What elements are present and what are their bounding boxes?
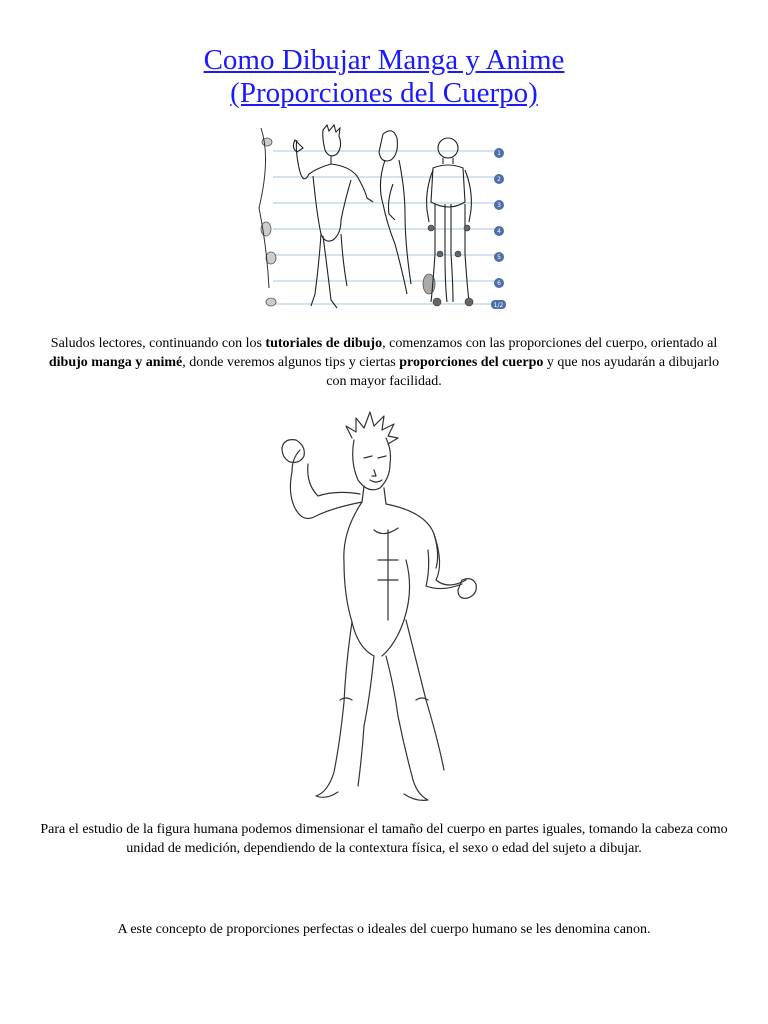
marker-4: 4 bbox=[497, 228, 501, 235]
marker-6: 6 bbox=[497, 280, 501, 287]
title-line-1[interactable]: Como Dibujar Manga y Anime bbox=[203, 44, 565, 76]
title-line-2[interactable]: (Proporciones del Cuerpo) bbox=[230, 77, 538, 109]
manga-figure-drawing bbox=[266, 410, 502, 812]
marker-2: 2 bbox=[497, 176, 501, 183]
canon-paragraph: A este concepto de proporciones perfectas o ideales del cuerpo humano se les denomina canon. bbox=[117, 922, 651, 937]
bold-tutoriales: tutoriales de dibujo bbox=[265, 336, 383, 351]
bold-dibujo-manga: dibujo manga y animé bbox=[48, 355, 183, 370]
body-study-paragraph: Para el estudio de la figura humana podemos dimensionar el tamaño del cuerpo en partes iguales, tomando la cabeza como unidad de medición, dependiendo de la contextura física, el sexo o edad del sujeto a dibujar. bbox=[40, 822, 728, 856]
intro-paragraph: Saludos lectores, continuando con los tutoriales de dibujo, comenzamos con las proporciones del cuerpo, orientado al dibujo manga y animé, donde veremos algunos tips y ciertas proporciones del cuerpo y que nos ayudarán a dibujarlo con mayor facilidad. bbox=[48, 336, 720, 389]
document-title[interactable] bbox=[0, 44, 768, 110]
marker-5: 5 bbox=[497, 254, 501, 261]
marker-3: 3 bbox=[497, 202, 501, 209]
bold-proporciones: proporciones del cuerpo bbox=[399, 355, 544, 370]
marker-half: 1/2 bbox=[493, 302, 504, 309]
proportions-illustration bbox=[253, 124, 515, 316]
marker-1: 1 bbox=[497, 150, 501, 157]
